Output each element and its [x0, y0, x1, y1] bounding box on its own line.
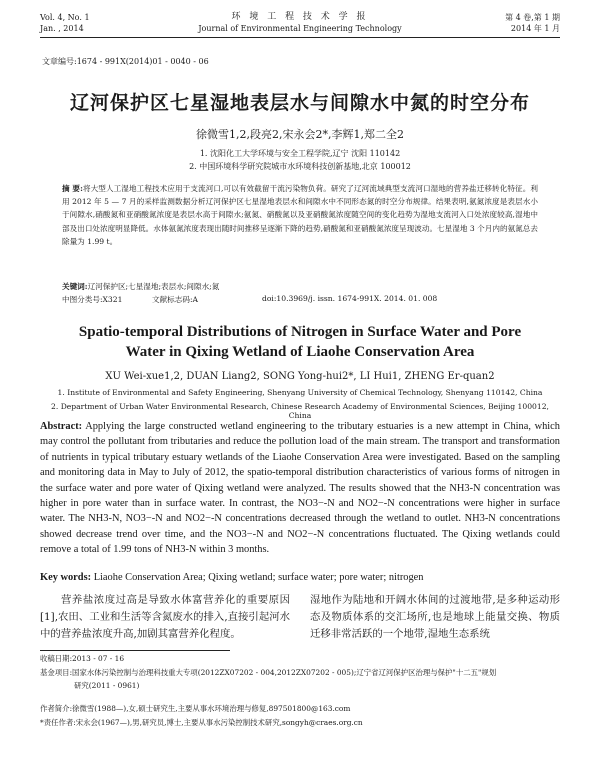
body-column-right: 湿地作为陆地和开阔水体间的过渡地带,是多种运动形态及物质体系的交汇场所,也是地球上能量交换、物质迁移非常活跃的一个地带,湿地生态系统: [310, 594, 560, 640]
abstract-cn-label: 摘 要:: [62, 184, 83, 193]
doi-link[interactable]: doi:10.3969/j. issn. 1674-991X. 2014. 01. 008: [262, 294, 438, 303]
title-cn: 辽河保护区七星湿地表层水与间隙水中氮的时空分布: [69, 92, 530, 114]
keywords-en-text: Liaohe Conservation Area; Qixing wetland; surface water; pore water; nitrogen: [93, 572, 424, 583]
authors-cn: 徐微雪1,2,段亮2,宋永会2*,李辉1,郑二全2: [196, 128, 404, 141]
issue-label-cn: 第 4 卷,第 1 期: [505, 13, 560, 22]
abstract-en: [40, 419, 560, 558]
keywords-cn-text: 辽河保护区;七星湿地;表层水;间隙水;氮: [87, 282, 220, 291]
keywords-en-label: Key words:: [40, 572, 92, 583]
footnote-author-bio: 作者简介:徐微雪(1988—),女,硕士研究生,主要从事水环境治理与修复,897501800@163.com: [40, 704, 351, 713]
article-number: 文章编号:1674 - 991X(2014)01 - 0040 - 06: [42, 57, 209, 66]
footnote-fund: [40, 667, 560, 692]
affiliation-en-1: 1. Institute of Environmental and Safety Engineering, Shenyang University of Chemical Technology, Shenyang 110142, China: [57, 388, 543, 397]
document-code: 文献标志码:A: [152, 295, 199, 304]
affiliation-cn-1: 1. 沈阳化工大学环境与安全工程学院,辽宁 沈阳 110142: [199, 149, 401, 158]
footnote-fund-line-2: 研究(2011 - 0961): [74, 680, 140, 690]
journal-title-cn: 环 境 工 程 技 术 学 报: [231, 12, 369, 22]
date-label: Jan. , 2014: [40, 24, 84, 33]
header-divider: [40, 37, 560, 38]
date-label-cn: 2014 年 1 月: [510, 24, 560, 33]
abstract-cn-text: 将大型人工湿地工程技术应用于支流河口,可以有效截留干流污染物负荷。研究了辽河流域典型支流河口湿地的营养盐迁移转化特征。利用 2012 年 5 — 7 月的采样监测数据分析辽河保护区七星湿地表层水和间隙水中不同形态氮的时空分布规律。结果表明,氨氮浓度是表层水小于间隙水,硝酸氮和亚硝酸氮浓度是表层水高于间隙水;氨氮、硝酸氮以及亚硝酸氮浓度随空间的变化趋势为湿地支流河入口处浓度较高,湿地中部及出口处浓度明显降低。水体氨氮浓度表现出随时间推移呈逐渐下降的趋势,硝酸氮和亚硝酸氮浓度呈现波动。七星湿地 3 个月内的氨氮总去除量为 1.99 t。: [62, 184, 538, 246]
title-en-line-2: Water in Qixing Wetland of Liaohe Conservation Area: [125, 344, 475, 360]
header-center: [40, 12, 560, 34]
keywords-en: [40, 572, 560, 583]
abstract-cn: [62, 182, 538, 248]
footnote-corresponding: *责任作者:宋永会(1967—),男,研究员,博士,主要从事水污染控制技术研究,songyh@craes.org.cn: [40, 718, 363, 727]
affiliation-en-2: 2. Department of Urban Water Environmental Research, Chinese Research Academy of Environmental Sciences, Beijing 100012, China: [51, 402, 549, 420]
keywords-cn-label: 关键词:: [62, 282, 88, 291]
footnote-divider: [40, 650, 230, 651]
footnote-received: 收稿日期:2013 - 07 - 16: [40, 654, 125, 663]
header-right: [505, 12, 560, 34]
title-en-line-1: Spatio-temporal Distributions of Nitrogen in Surface Water and Pore: [78, 324, 522, 340]
title-en: [0, 322, 600, 362]
affiliation-cn-2: 2. 中国环境科学研究院城市水环境科技创新基地,北京 100012: [189, 162, 411, 171]
clc-number: 中图分类号:X321: [62, 295, 123, 304]
journal-title-en: Journal of Environmental Engineering Technology: [198, 24, 402, 33]
abstract-en-text: Applying the large constructed wetland engineering to the tributary estuaries is a new attempt in China, which may control the pollutant from tributaries and reduce the pollution load of the main stream. The transport and transformation of nutrients in typical tributary estuary wetlands of the Liaohe Conservation Area were investigated. Based on the sampling and monitoring data in May to July of 2012, the spatio-temporal distribution characteristics of various forms of nitrogen in the surface water and pore water of Qixing wetland were analyzed. The results showed that the NH3-N concentration was higher in pore water than in surface water. In contrast, the NO3−-N and NO2−-N concentrations were higher in surface water. The NH3-N, NO3−-N and NO2−-N concentrations decreased through the wetland to outlet. NH3-N concentrations showed decrease trend over time, and the NO3−-N and NO2−-N concentrations fluctuated. The Qixing wetlands could remove a total of 1.99 tons of NH3-N within 3 months.: [40, 421, 560, 556]
keywords-cn: [62, 280, 538, 293]
volume-label: Vol. 4, No. 1: [40, 13, 90, 22]
authors-en: XU Wei-xue1,2, DUAN Liang2, SONG Yong-hui2*, LI Hui1, ZHENG Er-quan2: [105, 371, 495, 382]
body-column-left: 营养盐浓度过高是导致水体富营养化的重要原因[1],农田、工业和生活等含氮废水的排入,直接引起河水中的营养盐浓度升高,加剧其富营养化程度。: [40, 594, 290, 640]
abstract-en-label: Abstract:: [40, 421, 83, 432]
footnote-fund-line-1: 基金项目:国家水体污染控制与治理科技重大专项(2012ZX07202 - 004,2012ZX07202 - 005);辽宁省辽河保护区治理与保护"十二五"规划: [40, 668, 497, 677]
